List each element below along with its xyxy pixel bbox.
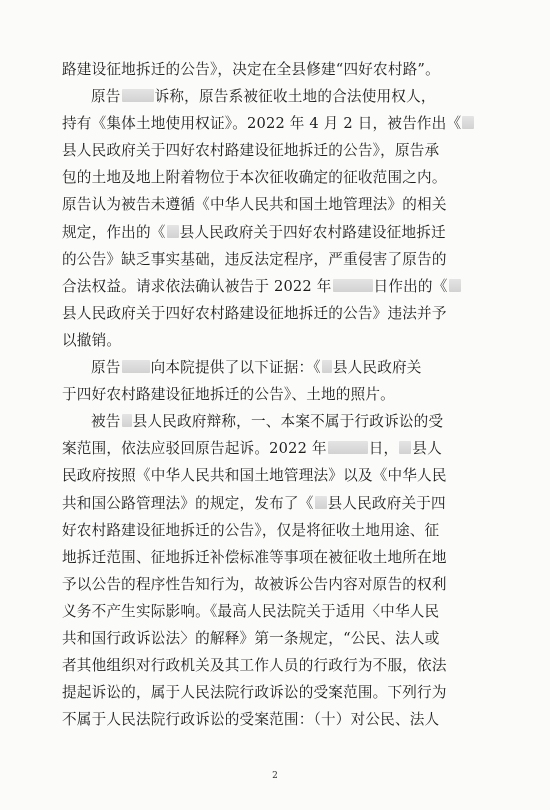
text-line [62,571,494,598]
document-body [62,56,494,733]
text-segment: 县人民政府关于四 [327,494,446,512]
redaction-mark [462,116,474,129]
text-line [62,706,494,733]
redaction-mark [122,89,154,102]
text-line [62,83,494,110]
text-segment: 共和国公路管理法》的规定，发布了《 [62,494,314,512]
text-segment: 共和国行政诉讼法〉的解释》第一条规定，“公民、法人或 [62,629,440,647]
text-segment: 县人民政府关 [332,359,422,377]
text-line [62,598,494,625]
redaction-mark [328,441,368,454]
text-line [62,381,494,408]
text-segment: 好农村路建设征地拆迁的公告》，仅是将征收土地用途、征 [62,521,440,539]
text-segment: 规定，作出的《 [62,223,166,241]
text-line [62,110,494,137]
text-segment: 县人 [412,440,442,458]
text-segment: 者其他组织对行政机关及其工作人员的行政行为不服，依法 [62,657,447,675]
text-segment: 县人民政府关于四好农村路建设征地拆迁 [179,223,446,241]
text-line [62,164,494,191]
text-segment: 日， [368,440,399,458]
text-line [62,490,494,517]
text-segment: 案范围，依法应驳回原告起诉。2022 年 [62,440,327,458]
redaction-mark [167,225,179,238]
text-segment: 予以公告的程序性告知行为，故被诉公告内容对原告的权利 [62,575,447,593]
text-segment: 路建设征地拆迁的公告》，决定在全县修建“四好农村路”。 [62,61,440,78]
text-segment: 于四好农村路建设征地拆迁的公告》、土地的照片。 [62,386,395,404]
text-segment: 持有《集体土地使用权证》。2022 年 4 月 2 日，被告作出《 [62,115,462,133]
text-segment: 合法权益。请求依法确认被告于 2022 年 [62,277,332,295]
text-segment: 诉称，原告系被征收土地的合法使用权人， [154,88,436,106]
text-line [62,354,494,381]
text-line [62,137,494,164]
text-line [62,652,494,679]
text-segment: 向本院提供了以下证据：《 [150,359,321,377]
text-segment: 原告 [91,359,121,377]
text-segment: 被告 [91,413,121,431]
text-segment: 民政府按照《中华人民共和国土地管理法》以及《中华人民 [62,467,447,485]
text-line [62,408,494,435]
redaction-mark [449,279,461,292]
text-segment: 义务不产生实际影响。《最高人民法院关于适用〈中华人民 [62,602,440,620]
text-line [62,625,494,652]
text-line [62,273,494,300]
text-line [62,219,494,246]
page-number: 2 [272,771,278,781]
redaction-mark [333,279,373,292]
text-segment: 不属于人民法院行政诉讼的受案范围：（十）对公民、法人 [62,711,440,729]
text-line [62,327,494,354]
redaction-mark [122,360,150,373]
text-line [62,517,494,544]
text-line [62,462,494,489]
text-line [62,246,494,273]
text-segment: 县人民政府辩称，一、本案不属于行政诉讼的受 [132,413,444,431]
text-line [62,544,494,571]
text-segment: 县人民政府关于四好农村路建设征地拆迁的公告》违法并予 [62,304,447,322]
text-segment: 包的土地及地上附着物位于本次征收确定的征收范围之内。 [62,169,447,187]
text-line [62,435,494,462]
text-line [62,191,494,218]
redaction-mark [322,360,332,373]
text-segment: 以撤销。 [62,331,122,349]
redaction-mark [315,496,327,509]
text-line [62,679,494,706]
text-segment: 原告认为被告未遵循《中华人民共和国土地管理法》的相关 [62,196,447,214]
text-segment: 的公告》缺乏事实基础，违反法定程序，严重侵害了原告的 [62,250,447,268]
text-segment: 地拆迁范围、征地拆迁补偿标准等事项在被征收土地所在地 [62,548,447,566]
text-segment: 日作出的《 [373,277,448,295]
text-line [62,300,494,327]
text-segment: 县人民政府关于四好农村路建设征地拆迁的公告》，原告承 [62,142,440,160]
text-line [62,56,494,83]
redaction-mark [122,414,132,427]
text-segment: 原告 [91,88,121,106]
text-segment: 提起诉讼的，属于人民法院行政诉讼的受案范围。下列行为 [62,684,447,702]
redaction-mark [399,441,411,454]
